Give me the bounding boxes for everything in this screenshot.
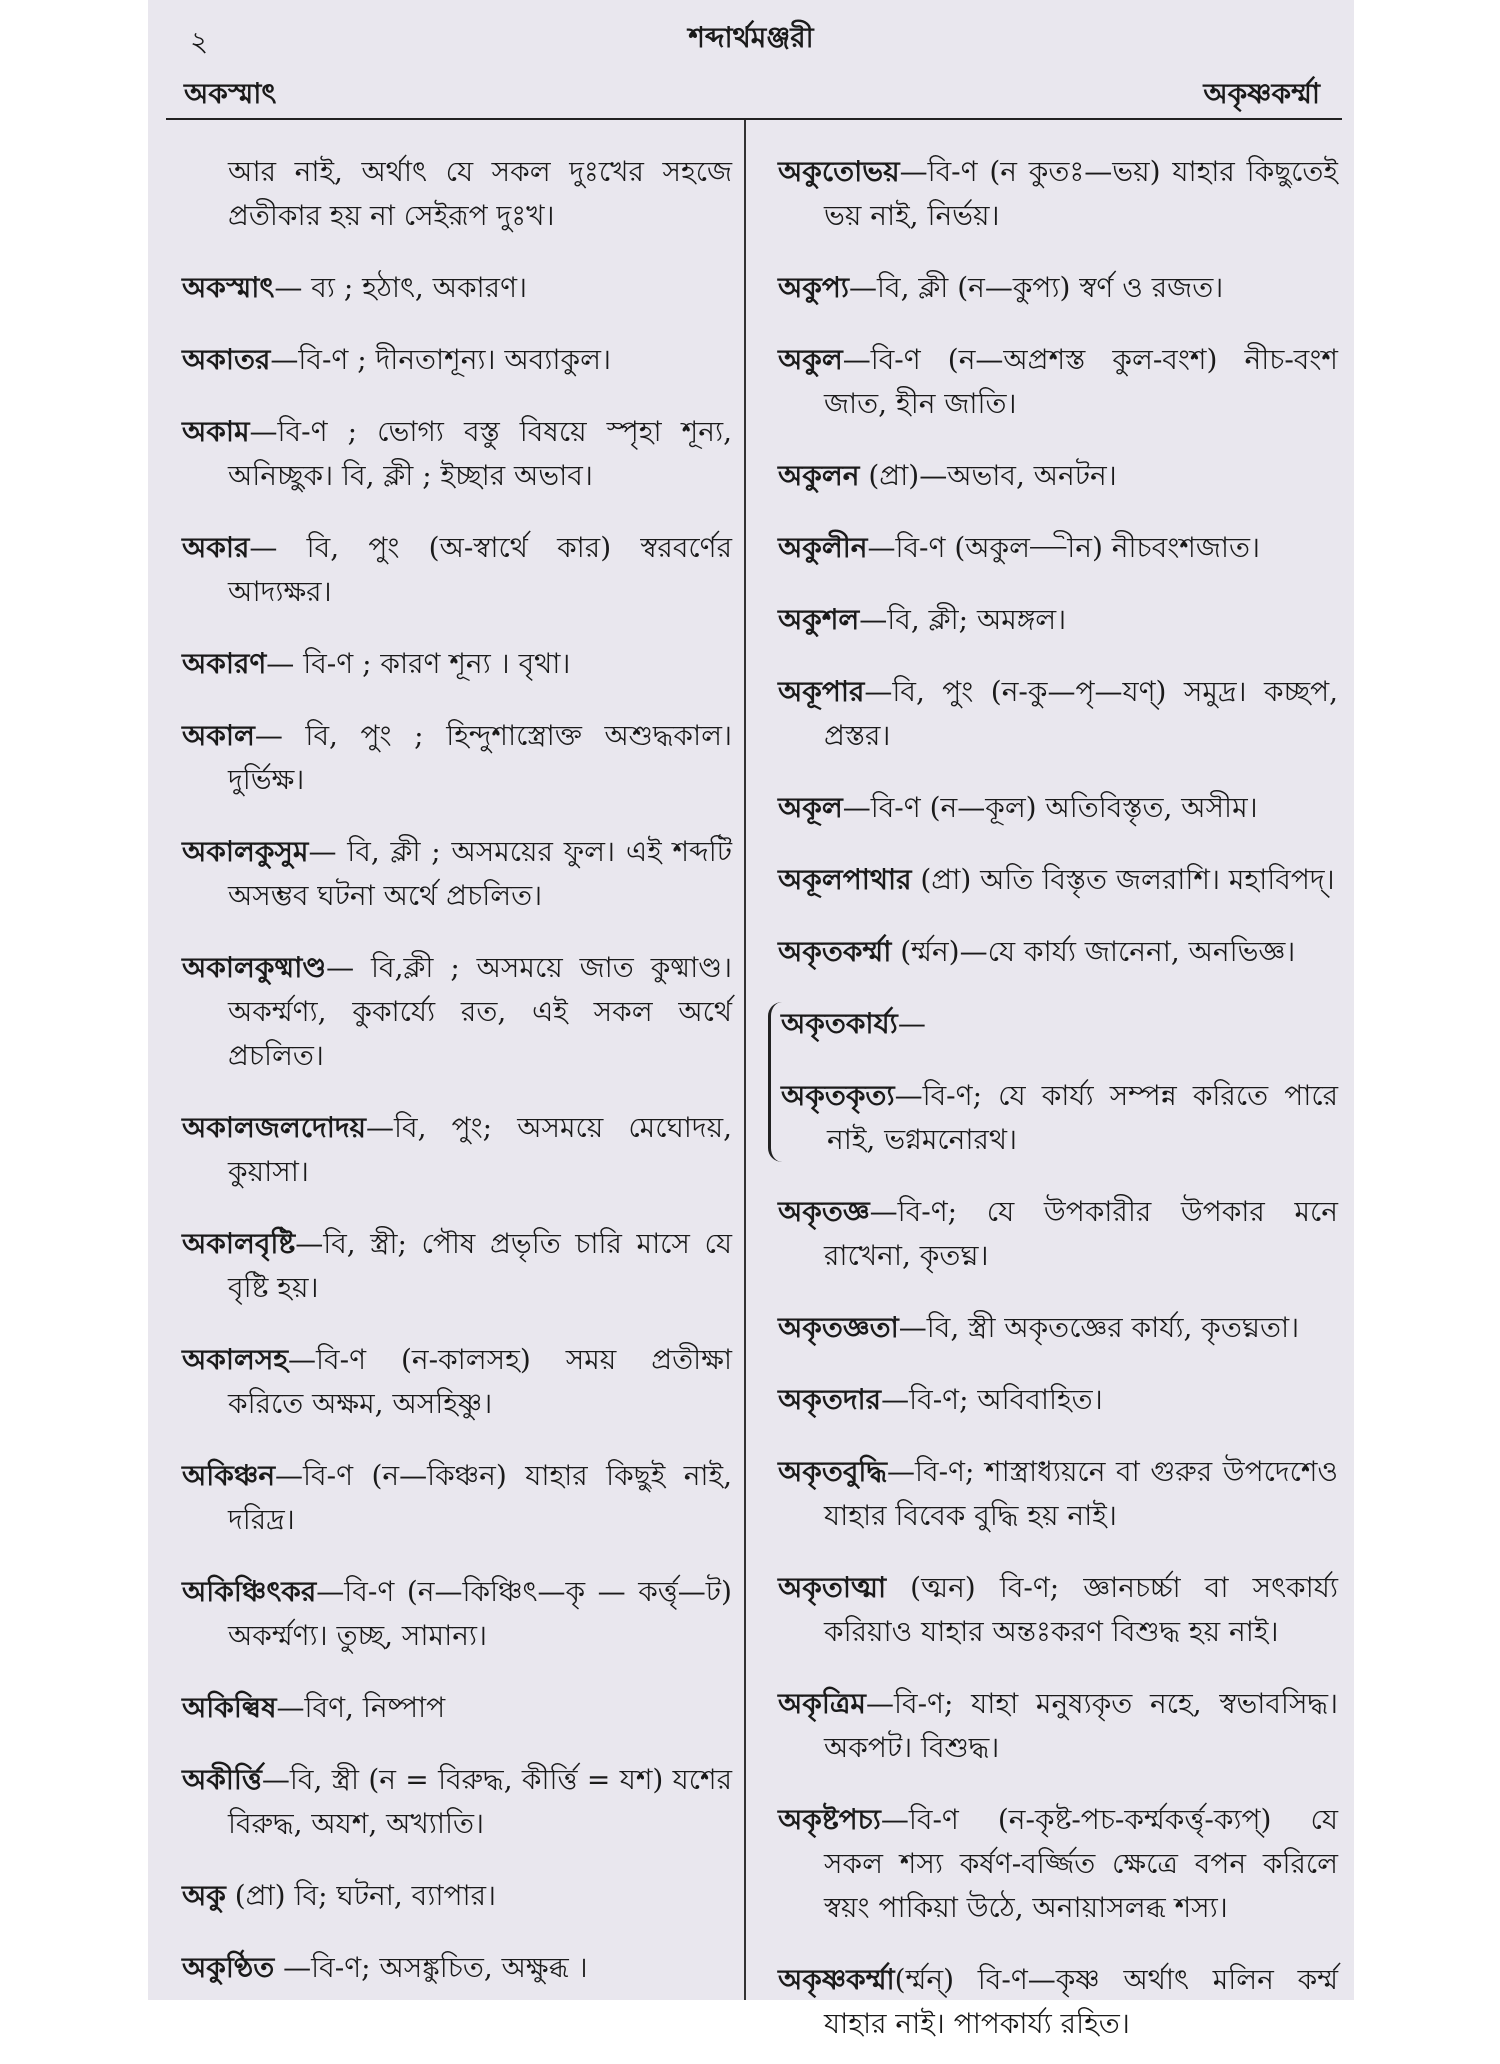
definition: —বি-ণ (ন—কিঞ্চন) যাহার কিছুই নাই, দরিদ্র।: [228, 1459, 732, 1536]
headword: অকূলপাথার: [778, 863, 912, 896]
entry: [778, 454, 1338, 498]
entry: [182, 946, 732, 1078]
definition: — বি-ণ ; কারণ শূন্য । বৃথা।: [266, 647, 571, 680]
headword: অকালজলদোদয়: [182, 1111, 367, 1144]
definition: —: [897, 1007, 926, 1040]
headword: অকালবৃষ্টি: [182, 1227, 296, 1260]
headword: অকৃতদার: [778, 1383, 882, 1416]
entry: [182, 526, 732, 614]
headword: অকৃষ্ণকর্ম্মা: [778, 1963, 895, 1996]
entry: [778, 1378, 1338, 1422]
definition: —বি-ণ (ন কুতঃ—ভয়) যাহার কিছুতেই ভয় নাই, নির্ভয়।: [824, 155, 1338, 232]
entry: [778, 1450, 1338, 1538]
definition: —বি-ণ (ন—কিঞ্চিৎ—কৃ — কর্ত্তৃ—ট) অকর্ম্মণ্য। তুচ্ছ, সামান্য।: [228, 1575, 732, 1652]
definition: —বি, পুং; অসময়ে মেঘোদয়, কুয়াসা।: [228, 1111, 732, 1188]
entry: [778, 150, 1338, 238]
definition: —বি, স্ত্রী অকৃতজ্ঞের কার্য্য, কৃতঘ্নতা।: [898, 1311, 1300, 1344]
guide-word-right: অকৃষ্ণকর্ম্মা: [1203, 77, 1320, 110]
left-column: [182, 122, 732, 2008]
headword: অকূল: [778, 791, 843, 824]
definition: (প্রা) অতি বিস্তৃত জলরাশি। মহাবিপদ্।: [911, 863, 1335, 896]
definition: —বি, পুং (ন-কু—পৃ—যণ্) সমুদ্র। কচ্ছপ, প্রস্তর।: [824, 675, 1338, 752]
dictionary-page: [148, 0, 1354, 2040]
definition: —বি-ণ; যে কার্য্য সম্পন্ন করিতে পারে নাই, ভগ্নমনোরথ।: [827, 1079, 1338, 1156]
entry: [182, 830, 732, 918]
headword: অকাম: [182, 415, 250, 448]
definition: —বি-ণ (ন-কৃষ্ট-পচ-কর্ম্মকর্ত্তৃ-ক্যপ্) যে সকল শস্য কর্ষণ-বর্জ্জিত ক্ষেত্রে বপন করিলে স্বয়ং পাকিয়া উঠে, অনায়াসলব্ধ শস্য।: [824, 1803, 1338, 1924]
definition: — বি, পুং (অ-স্বার্থে কার) স্বরবর্ণের আদ্যক্ষর।: [228, 531, 732, 608]
headword: অকার: [182, 531, 250, 564]
headword: অকিঞ্চন: [182, 1459, 276, 1492]
entry: [182, 1946, 732, 1990]
entry: [182, 410, 732, 498]
entry: [778, 1798, 1338, 1930]
headword: অকৃত্রিম: [778, 1687, 866, 1720]
entry: [778, 1306, 1338, 1350]
entry: [778, 1682, 1338, 1770]
entry: [778, 266, 1338, 310]
headword: অকুশল: [778, 603, 860, 636]
brace-group: [768, 1002, 1338, 1162]
entry: [182, 1570, 732, 1658]
headword: অকৃতকার্য্য: [781, 1007, 898, 1040]
definition: —বি-ণ; শাস্ত্রাধ্যয়নে বা গুরুর উপদেশেও যাহার বিবেক বুদ্ধি হয় নাই।: [824, 1455, 1338, 1532]
definition: —বি-ণ; অসঙ্কুচিত, অক্ষুব্ধ ।: [274, 1951, 588, 1984]
headword: অকু: [182, 1879, 226, 1912]
definition: —বি-ণ (ন—অপ্রশস্ত কুল-বংশ) নীচ-বংশ জাত, হীন জাতি।: [824, 343, 1338, 420]
entry: [182, 1106, 732, 1194]
definition: —বি, স্ত্রী (ন = বিরুদ্ধ, কীর্ত্তি = যশ) যশের বিরুদ্ধ, অযশ, অখ্যাতি।: [228, 1763, 732, 1840]
headword: অকৃষ্টপচ্য: [778, 1803, 881, 1836]
entry: [182, 1338, 732, 1426]
headword: অকালকুসুম: [182, 835, 309, 868]
definition: —বি-ণ; অবিবাহিত।: [881, 1383, 1103, 1416]
entry: [182, 642, 732, 686]
entry: [182, 1222, 732, 1310]
definition: (ত্মন) বি-ণ; জ্ঞানচর্চ্চা বা সৎকার্য্য করিয়াও যাহার অন্তঃকরণ বিশুদ্ধ হয় নাই।: [824, 1571, 1338, 1648]
entry: [182, 266, 732, 310]
entry: [778, 598, 1338, 642]
headword: অকুলীন: [778, 531, 868, 564]
entry: [778, 526, 1338, 570]
definition: — ব্য ; হঠাৎ, অকারণ।: [274, 271, 528, 304]
headword: অকুতোভয়: [778, 155, 900, 188]
headword: অকীর্ত্তি: [182, 1763, 262, 1796]
right-column: [778, 122, 1338, 2064]
entry: [182, 1874, 732, 1918]
definition: —বি-ণ (ন—কূল) অতিবিস্তৃত, অসীম।: [842, 791, 1258, 824]
running-title: শব্দার্থমঞ্জরী: [688, 21, 814, 54]
definition: —বি, ক্লী (ন—কুপ্য) স্বর্ণ ও রজত।: [848, 271, 1224, 304]
guide-word-left: অকস্মাৎ: [184, 77, 277, 110]
entry: [778, 858, 1338, 902]
entry: [778, 338, 1338, 426]
entry: [778, 1190, 1338, 1278]
definition: — বি, ক্লী ; অসময়ের ফুল। এই শব্দটি অসম্ভব ঘটনা অর্থে প্রচলিত।: [228, 835, 732, 912]
headword: অকারণ: [182, 647, 267, 680]
headword: অকৃতকর্ম্মা: [778, 935, 892, 968]
entry: [778, 786, 1338, 830]
entry: [778, 1958, 1338, 2046]
headword: অকুলন: [778, 459, 860, 492]
definition: —বি, স্ত্রী; পৌষ প্রভৃতি চারি মাসে যে বৃষ্টি হয়।: [228, 1227, 732, 1304]
entry: [778, 1566, 1338, 1654]
definition: —বি-ণ; যে উপকারীর উপকার মনে রাখেনা, কৃতঘ্ন।: [824, 1195, 1338, 1272]
definition: (প্রা) বি; ঘটনা, ব্যাপার।: [225, 1879, 496, 1912]
entry: [182, 338, 732, 382]
headword: অকৃতকৃত্য: [781, 1079, 895, 1112]
continued-entry: আর নাই, অর্থাৎ যে সকল দুঃখের সহজে প্রতীকার হয় না সেইরূপ দুঃখ।: [228, 155, 732, 232]
headword: অকাল: [182, 719, 255, 752]
entry: [781, 1074, 1338, 1162]
definition: — বি,ক্লী ; অসময়ে জাত কুষ্মাণ্ড। অকর্ম্মণ্য, কুকার্য্যে রত, এই সকল অর্থে প্রচলিত।: [228, 951, 732, 1072]
header-rule: [166, 118, 1342, 120]
entry: [781, 1002, 1338, 1046]
definition: —বি, ক্লী; অমঙ্গল।: [859, 603, 1067, 636]
headword: অকালকুষ্মাণ্ড: [182, 951, 327, 984]
definition: (প্রা)—অভাব, অনটন।: [859, 459, 1117, 492]
definition: (র্ম্মন)—যে কার্য্য জানেনা, অনভিজ্ঞ।: [891, 935, 1296, 968]
entry: [182, 1454, 732, 1542]
headword: অকৃতাত্মা: [778, 1571, 887, 1604]
definition: —বি-ণ ; দীনতাশূন্য। অব্যাকুল।: [270, 343, 612, 376]
entry: [182, 714, 732, 802]
headword: অকূপার: [778, 675, 865, 708]
headword: অকিঞ্চিৎকর: [182, 1575, 317, 1608]
headword: অকুপ্য: [778, 271, 849, 304]
headword: অকুণ্ঠিত: [182, 1951, 275, 1984]
definition: —বি-ণ (ন-কালসহ) সময় প্রতীক্ষা করিতে অক্ষম, অসহিষ্ণু।: [228, 1343, 732, 1420]
definition: —বি-ণ (অকুল—ীন) নীচবংশজাত।: [867, 531, 1261, 564]
headword: অকিল্বিষ: [182, 1691, 277, 1724]
headword: অকালসহ: [182, 1343, 289, 1376]
entry: [778, 930, 1338, 974]
entry: [182, 1686, 732, 1730]
headword: অকস্মাৎ: [182, 271, 275, 304]
headword: অকৃতজ্ঞ: [778, 1195, 870, 1228]
entry: [778, 670, 1338, 758]
headword: অকৃতবুদ্ধি: [778, 1455, 887, 1488]
definition: — বি, পুং ; হিন্দুশাস্ত্রোক্ত অশুদ্ধকাল। দুর্ভিক্ষ।: [228, 719, 732, 796]
definition: (র্ম্মন্) বি-ণ—কৃষ্ণ অর্থাৎ মলিন কর্ম্ম যাহার নাই। পাপকার্য্য রহিত।: [824, 1963, 1338, 2040]
headword: অকৃতজ্ঞতা: [778, 1311, 899, 1344]
definition: —বিণ, নিষ্পাপ: [276, 1691, 446, 1724]
page-number: ২: [190, 25, 209, 58]
definition: —বি-ণ; যাহা মনুষ্যকৃত নহে, স্বভাবসিদ্ধ। অকপট। বিশুদ্ধ।: [824, 1687, 1338, 1764]
headword: অকুল: [778, 343, 843, 376]
headword: অকাতর: [182, 343, 271, 376]
column-divider: [744, 120, 746, 2000]
definition: —বি-ণ ; ভোগ্য বস্তু বিষয়ে স্পৃহা শূন্য, অনিচ্ছুক। বি, ক্লী ; ইচ্ছার অভাব।: [228, 415, 732, 492]
entry: [182, 1758, 732, 1846]
